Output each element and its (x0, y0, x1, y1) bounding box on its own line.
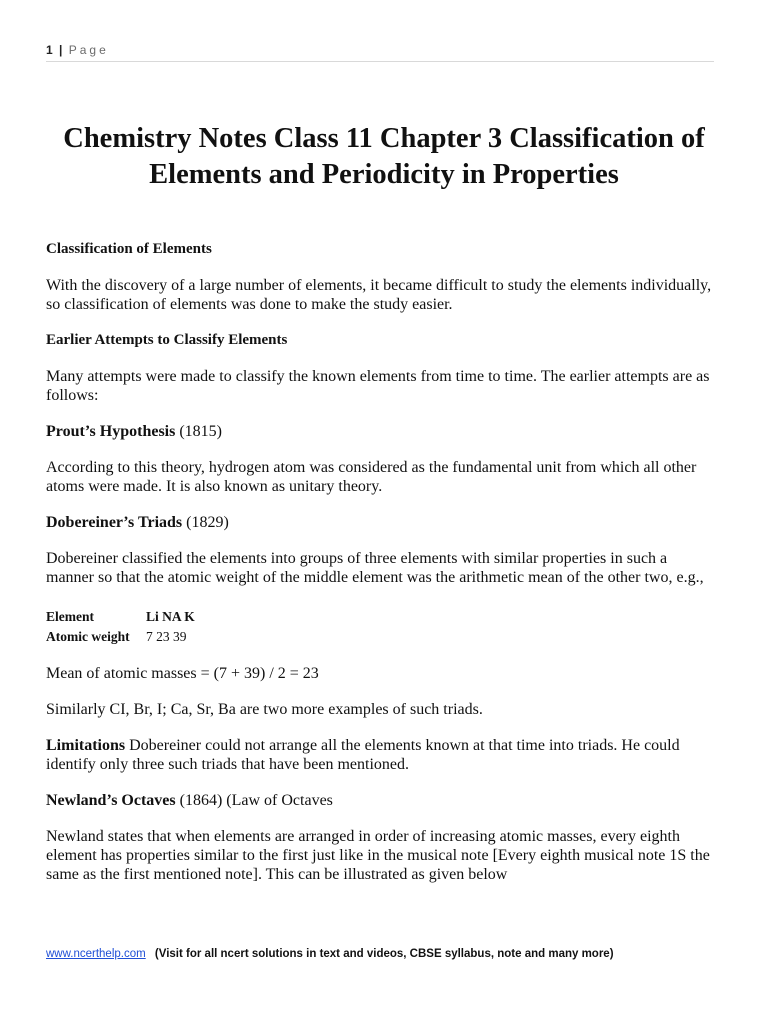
prout-heading: Prout’s Hypothesis (46, 423, 176, 440)
newland-heading-line (46, 791, 716, 810)
dobereiner-year: (1829) (182, 514, 229, 531)
page-number: 1 (46, 43, 53, 57)
prout-paragraph: According to this theory, hydrogen atom was considered as the fundamental unit from which all other atoms were made. It is also known as unitary theory. (46, 459, 697, 495)
earlier-attempts-heading: Earlier Attempts to Classify Elements (46, 332, 288, 348)
dobereiner-heading: Dobereiner’s Triads (46, 514, 183, 531)
page-header (46, 43, 714, 62)
limitations-text: Dobereiner could not arrange all the elements known at that time into triads. He could identify only three such triads that have been mentioned. (46, 737, 680, 773)
page-label: Page (68, 43, 109, 57)
dobereiner-paragraph: Dobereiner classified the elements into groups of three elements with similar properties in such a manner so that the atomic weight of the middle element was the arithmetic mean of the other two, e.g., (46, 550, 704, 586)
footer-link[interactable]: www.ncerthelp.com (46, 948, 146, 960)
prout-heading-line (46, 422, 716, 441)
dobereiner-heading-line (46, 513, 716, 532)
classification-heading: Classification of Elements (46, 241, 212, 257)
footer-note: (Visit for all ncert solutions in text and videos, CBSE syllabus, note and many more) (154, 948, 614, 960)
document-body (46, 240, 716, 884)
newland-paragraph: Newland states that when elements are arranged in order of increasing atomic masses, every eighth element has properties similar to the first just like in the musical note [Every eighth musical note 1S the same as the first mentioned note]. This can be illustrated as given below (46, 828, 710, 883)
newland-heading: Newland’s Octaves (46, 792, 176, 809)
triad-row-element (46, 607, 716, 627)
newland-year: (1864) (Law of Octaves (175, 792, 333, 809)
triad-element-label: Element (46, 609, 94, 624)
limitations-label: Limitations (46, 737, 126, 754)
similarly-paragraph: Similarly CI, Br, I; Ca, Sr, Ba are two more examples of such triads. (46, 701, 483, 718)
page-footer (46, 948, 726, 960)
triad-weight-label: Atomic weight (46, 629, 130, 644)
classification-paragraph: With the discovery of a large number of elements, it became difficult to study the elements individually, so classification of elements was done to make the study easier. (46, 277, 712, 313)
triad-table (46, 607, 716, 647)
page-separator: | (59, 43, 63, 57)
mean-paragraph: Mean of atomic masses = (7 + 39) / 2 = 23 (46, 665, 319, 682)
prout-year: (1815) (175, 423, 222, 440)
triad-weight-value: 7 23 39 (146, 629, 187, 644)
triad-element-value: Li NA K (146, 609, 195, 624)
triad-row-weight (46, 627, 716, 647)
page-title: Chemistry Notes Class 11 Chapter 3 Classification of Elements and Periodicity in Properties (63, 123, 705, 190)
earlier-attempts-paragraph: Many attempts were made to classify the known elements from time to time. The earlier attempts are as follows: (46, 368, 710, 404)
limitations-paragraph (46, 736, 716, 774)
